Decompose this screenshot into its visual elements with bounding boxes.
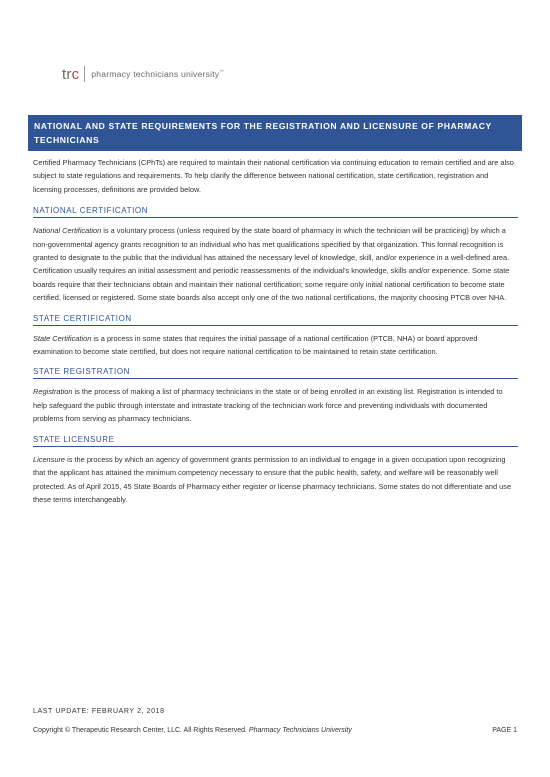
document-body: [33, 156, 518, 515]
logo-text: pharmacy technicians university™: [91, 69, 224, 79]
section-heading: STATE LICENSURE: [33, 435, 518, 447]
page-number: PAGE 1: [492, 727, 517, 734]
section-heading: NATIONAL CERTIFICATION: [33, 206, 518, 218]
section-heading: STATE REGISTRATION: [33, 367, 518, 379]
logo-divider: [84, 66, 85, 82]
section-heading: STATE CERTIFICATION: [33, 314, 518, 326]
section-state-registration: [33, 367, 518, 425]
intro-paragraph: Certified Pharmacy Technicians (CPhTs) are required to maintain their national certification via continuing education to remain certified and are also subject to state regulations and requirements. To help clarify the difference between national certification, state certification, registration and licensing processes, definitions are provided below.: [33, 158, 514, 194]
page-footer: [33, 727, 517, 734]
section-paragraph: Licensure is the process by which an agency of government grants permission to an individual to engage in a given occupation upon recognizing that the applicant has attained the minimum competency necessary to ensure that the public health, safety, and welfare will be reasonably well protected. As of April 2015, 45 State Boards of Pharmacy either register or license pharmacy technicians. Some states do not differentiate and use these terms interchangeably.: [33, 454, 512, 504]
defined-term: State Certification: [33, 333, 92, 343]
section-paragraph: Registration is the process of making a list of pharmacy technicians in the state or of being enrolled in an existing list. Registration is intended to help safeguard the public through interstate and intrastate tracking of the technician work force and preventing individuals with documented problems from serving as pharmacy technicians.: [33, 387, 503, 424]
defined-term: Registration: [33, 387, 73, 397]
section-paragraph: National Certification is a voluntary process (unless required by the state board of pharmacy in which the technician will be practicing) by which a non-governmental agency grants recognition to an individual who has met qualifications specified by that organization. This formal recognition is granted to designate to the public that the individual has attained the necessary level of knowledge, skill, and/or experience in a well-defined area. Certification usually requires an initial assessment and periodic reassessments of the individual’s knowledge, skills and/or experience. Some state boards require that their technicians obtain and maintain their national certification; some require only initial national certification to become state certified, licensed or registered. Some state boards also accept only one of the two national certifications, the majority choosing PTCB over NHA.: [33, 226, 510, 303]
section-state-licensure: [33, 435, 518, 507]
defined-term: National Certification: [33, 226, 102, 236]
document-title: NATIONAL AND STATE REQUIREMENTS FOR THE REGISTRATION AND LICENSURE OF PHARMACY TECHNICIANS: [28, 115, 522, 151]
logo-mark: trc: [62, 65, 80, 83]
section-state-certification: [33, 314, 518, 359]
defined-term: Licensure: [33, 454, 66, 464]
last-update: LAST UPDATE: FEBRUARY 2, 2018: [33, 708, 165, 715]
trc-logo: [62, 66, 224, 82]
section-national-certification: [33, 206, 518, 304]
section-paragraph: State Certification is a process in some states that requires the initial passage of a national certification (PTCB, NHA) or board approved examination to become state certified, but does not require national certification to be maintained to retain state certification.: [33, 333, 478, 357]
copyright-notice: Copyright © Therapeutic Research Center, LLC. All Rights Reserved. Pharmacy Technicians University: [33, 727, 352, 734]
